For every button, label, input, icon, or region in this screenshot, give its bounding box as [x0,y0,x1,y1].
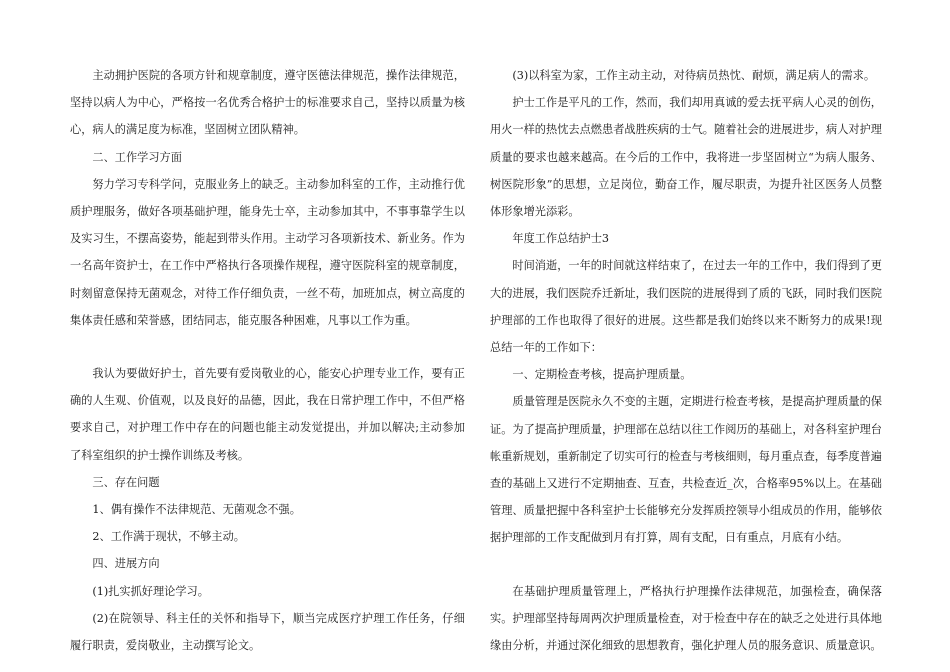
paragraph: 主动拥护医院的各项方针和规章制度，遵守医德法律规范，操作法律规范，坚持以病人为中心，严格按一名优秀合格护士的标准要求自己，坚持以质量为核心，病人的满足度为标准，坚固树立团队精神。 [70,69,465,137]
paragraph: (2)在院领导、科主任的关怀和指导下，顺当完成医疗护理工作任务，仔细履行职责，爱岗敬业，主动撰写论文。 [70,611,465,653]
paragraph-spacer [490,552,882,578]
section-heading: (1)扎实抓好理论学习。 [92,584,209,598]
section-heading: 一、定期检查考核，提高护理质量。 [512,368,692,382]
right-column [490,62,882,659]
paragraph: 努力学习专科学问，克服业务上的缺乏。主动参加科室的工作，主动推行优质护理服务，做好各项基础护理，能身先士卒，主动参加其中，不事事靠学生以及实习生，不摆高姿势，能起到带头作用。主动学习各项新技术、新业务。作为一名高年资护士，在工作中严格执行各项操作规程，遵守医院科室的规章制度，时刻留意保持无菌观念，对待工作仔细负责，一丝不苟，加班加点，树立高度的集体责任感和荣誉感，团结同志，能克服各种困难，凡事以工作为重。 [70,177,465,327]
section-heading: 二、工作学习方面 [92,150,182,164]
paragraph: 时间消逝，一年的时间就这样结束了，在过去一年的工作中，我们得到了更大的进展，我们医院乔迁新址，我们医院的进展得到了质的飞跃，同时我们医院护理部的工作也取得了很好的进展。这些都是我们始终以来不断努力的成果!现总结一年的工作如下： [490,259,882,355]
section-heading: 2、工作满于现状，不够主动。 [92,530,245,544]
paragraph: 在基础护理质量管理上，严格执行护理操作法律规范，加强检查，确保落实。护理部坚持每周两次护理质量检查，对于检查中存在的缺乏之处进行具体地缘由分析，并通过深化细致的思想教育，强化护理人员的服务意识、质量意识。 [490,584,882,653]
section-heading: 1、偶有操作不法律规范、无菌观念不强。 [92,503,301,517]
paragraph: 护士工作是平凡的工作，然而，我们却用真诚的爱去抚平病人心灵的创伤，用火一样的热忱去点燃患者战胜疾病的士气。随着社会的进展进步，病人对护理质量的要求也越来越高。在今后的工作中，我将进一步坚固树立“为病人服务、树医院形象”的思想，立足岗位，勤奋工作，履尽职责，为提升社区医务人员整体形象增光添彩。 [490,96,882,219]
section-heading: 年度工作总结护士3 [512,232,610,246]
section-heading: 四、进展方向 [92,557,160,571]
paragraph-spacer [70,334,465,360]
left-column [70,62,465,659]
paragraph: 质量管理是医院永久不变的主题，定期进行检查考核，是提高护理质量的保证。为了提高护理质量，护理部在总结以往工作阅历的基础上，对各科室护理台帐重新规划，重新制定了切实可行的检查与考核细则，每月重点查，每季度普遍查的基础上又进行不定期抽查、互查，共检查近_次，合格率95%以上。在基础管理、质量把握中各科室护士长能够充分发挥质控领导小组成员的作用，能够依据护理部的工作支配做到月有打算，周有支配，日有重点，月底有小结。 [490,395,882,545]
section-heading: 三、存在问题 [92,475,160,489]
paragraph: 我认为要做好护士，首先要有爱岗敬业的心，能安心护理专业工作，要有正确的人生观、价值观，以及良好的品德，因此，我在日常护理工作中，不但严格要求自己，对护理工作中存在的问题也能主动发觉提出，并加以解决;主动参加了科室组织的护士操作训练及考核。 [70,367,465,462]
section-heading: (3)以科室为家，工作主动主动，对待病员热忱、耐烦，满足病人的需求。 [512,69,876,82]
